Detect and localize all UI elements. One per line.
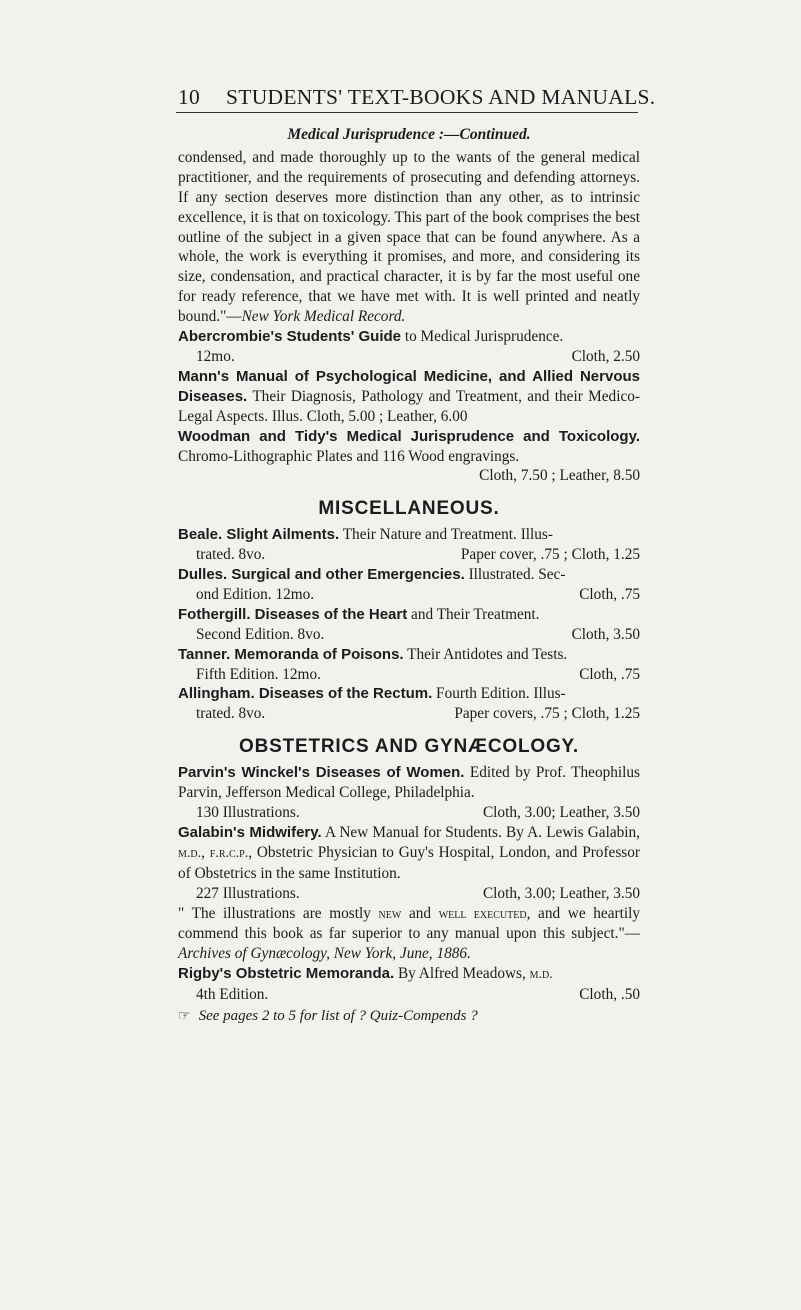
entry-text: Edited by Prof. Theophilus Parvin, Jefferson Medical College, Philadelphia.: [178, 764, 641, 802]
entry-title: Dulles. Surgical and other Emergencies.: [178, 566, 465, 584]
entry-rigby: [178, 964, 640, 1005]
galabin-review-quote: [178, 904, 640, 965]
entry-title: Abercrombie's Students' Guide: [178, 328, 402, 346]
entry-allingham: [178, 684, 640, 724]
entry-dulles: [178, 565, 640, 605]
entry-parvin: [178, 763, 640, 823]
entry-text: Fourth Edition. Illus-: [432, 685, 566, 703]
entry-title: Galabin's Midwifery.: [178, 823, 322, 841]
quote-text: " The illustrations are mostly: [178, 904, 379, 922]
intro-source: New York Medical Record.: [241, 308, 406, 326]
entry-text: Their Antidotes and Tests.: [403, 645, 568, 663]
entry-title: Beale. Slight Ailments.: [178, 526, 340, 544]
entry-format: ond Edition. 12mo.: [196, 585, 315, 603]
footer-text: See pages 2 to 5 for list of ? Quiz-Compends ?: [198, 1008, 478, 1025]
entry-mann: [178, 367, 640, 427]
entry-text: Chromo-Lithographic Plates and 116 Wood engravings.: [178, 447, 520, 465]
entry-title: Fothergill. Diseases of the Heart: [178, 605, 408, 623]
entry-price: Cloth, 3.00; Leather, 3.50: [482, 884, 640, 902]
entry-price: Paper cover, .75 ; Cloth, 1.25: [460, 546, 640, 564]
intro-paragraph: [178, 148, 640, 327]
heading-obstetrics: OBSTETRICS AND GYNÆCOLOGY.: [239, 736, 579, 758]
entry-title: Allingham. Diseases of the Rectum.: [178, 685, 433, 703]
entry-title: Tanner. Memoranda of Poisons.: [178, 645, 404, 663]
entry-format: 12mo.: [196, 347, 235, 365]
heading-miscellaneous: MISCELLANEOUS.: [318, 498, 500, 520]
entry-fothergill: [178, 605, 640, 645]
footer-note: [178, 1007, 640, 1027]
entry-text-cont: , Obstetric Physician to Guy's Hospital, London, and Professor of Obstetrics in the same Institution.: [178, 843, 640, 882]
entry-text: A New Manual for Students. By A. Lewis Galabin,: [321, 823, 640, 841]
separator: ,: [201, 843, 210, 861]
entry-text: Their Nature and Treatment. Illus-: [339, 526, 553, 544]
entry-format: Second Edition. 8vo.: [196, 625, 325, 643]
quote-new: new: [378, 906, 402, 922]
entry-abercrombie: [178, 327, 640, 367]
entry-format: trated. 8vo.: [196, 705, 266, 723]
entry-tanner: [178, 645, 640, 685]
degree-md: m.d.: [178, 845, 202, 861]
entry-title: Woodman and Tidy's Medical Jurisprudence and Toxicology.: [178, 427, 640, 445]
entry-title: Rigby's Obstetric Memoranda.: [178, 965, 395, 983]
entry-format: 227 Illustrations.: [196, 884, 300, 902]
header-rule: [176, 112, 638, 113]
quote-well-executed: well executed: [438, 906, 527, 922]
entry-price: Paper covers, .75 ; Cloth, 1.25: [454, 705, 640, 723]
degree-md: m.d.: [529, 967, 553, 983]
entry-price: Cloth, .75: [579, 585, 640, 603]
page-number: 10: [178, 85, 201, 109]
pointing-hand-icon: ☞: [178, 1009, 191, 1025]
entry-text: By Alfred Meadows,: [394, 965, 530, 983]
entry-format: Fifth Edition. 12mo.: [196, 665, 321, 683]
entry-title: Parvin's Winckel's Diseases of Women.: [178, 764, 465, 782]
entry-format: 130 Illustrations.: [196, 804, 300, 821]
entry-title: Mann's Manual of Psychological Medicine, and Allied Nervous Diseases.: [178, 367, 640, 405]
entry-price: Cloth, 3.00; Leather, 3.50: [482, 804, 640, 821]
entry-price: Cloth, .75: [579, 665, 640, 683]
page-body: [178, 125, 640, 1027]
entry-price: Cloth, .50: [579, 986, 640, 1004]
intro-text: condensed, and made thoroughly up to the wants of the general medical practitioner, and the requirements of prosecuting and defending attorneys. If any section deserves more distinction than any other, as to intrinsic excellence, it is that on toxicology. This part of the book comprises the best outline of the subject in a given space that can be found anywhere. As a whole, the work is everything it promises, and more, and considering its size, condensation, and practical character, it is by far the most useful one for ready reference, that we have met with. It is well printed and neatly bound."—: [178, 148, 640, 326]
page-title: STUDENTS' TEXT-BOOKS AND MANUALS.: [226, 85, 656, 109]
entry-woodman: [178, 427, 640, 487]
entry-format: 4th Edition.: [196, 986, 269, 1004]
entry-text: to Medical Jurisprudence.: [401, 328, 564, 346]
entry-text: Illustrated. Sec-: [464, 566, 566, 584]
entry-text: Their Diagnosis, Pathology and Treatment, and their Medico-Legal Aspects. Illus. Cloth, 5.00 ; Leather, 6.00: [178, 387, 640, 425]
entry-format: trated. 8vo.: [196, 546, 266, 564]
quote-text: and: [401, 904, 439, 922]
entry-price: Cloth, 2.50: [571, 347, 640, 365]
section-continued-heading: Medical Jurisprudence :—Continued.: [287, 126, 531, 143]
entry-text: and Their Treatment.: [407, 605, 540, 623]
entry-price: Cloth, 3.50: [571, 625, 640, 643]
running-header: [178, 85, 656, 110]
quote-text: , and we heartily commend this book as far superior to any manual upon this subject."—: [178, 904, 640, 943]
entry-price: Cloth, 7.50 ; Leather, 8.50: [479, 467, 640, 485]
quote-source: Archives of Gynæcology, New York, June, 1886.: [178, 945, 471, 963]
entry-galabin: [178, 823, 640, 904]
entry-beale: [178, 525, 640, 565]
degree-frcp: f.r.c.p.: [209, 845, 249, 861]
